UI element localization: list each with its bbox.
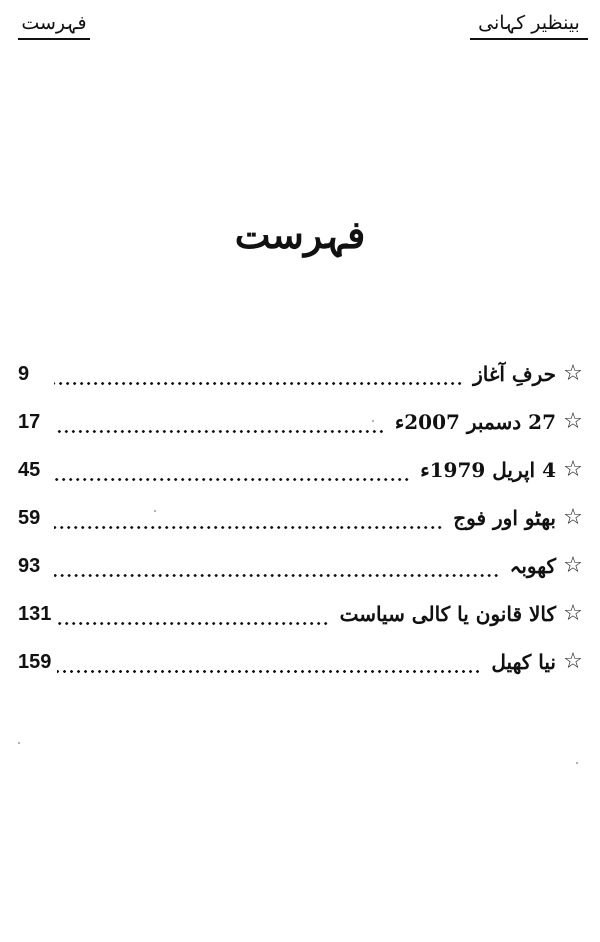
toc-entry-title: حرفِ آغاز <box>473 362 556 386</box>
toc-entry[interactable] <box>18 350 590 398</box>
star-icon: ☆ <box>563 649 583 674</box>
toc-entry-page: 59 <box>18 507 41 529</box>
toc-entry[interactable] <box>18 398 590 446</box>
scan-speck <box>18 742 20 744</box>
star-icon: ☆ <box>563 409 583 434</box>
star-icon: ☆ <box>563 553 583 578</box>
toc-entry[interactable] <box>18 638 590 686</box>
dot-leader <box>54 350 463 398</box>
toc-entry-title: کھوبہ <box>509 554 556 578</box>
toc-entry-title: کالا قانون یا کالی سیاست <box>339 602 556 626</box>
toc-entry[interactable] <box>18 542 590 590</box>
toc-entry-title: 27 دسمبر 2007ء <box>394 410 556 434</box>
toc-entry-title: نیا کھیل <box>491 650 556 674</box>
page-title: فہرست <box>234 212 366 257</box>
toc-entry[interactable] <box>18 494 590 542</box>
dot-leader <box>54 542 500 590</box>
toc-entry-page: 45 <box>18 459 41 481</box>
toc-entry[interactable] <box>18 446 590 494</box>
toc-entry-title: بھٹو اور فوج <box>453 506 556 530</box>
star-icon: ☆ <box>563 361 583 386</box>
toc-entry-page: 17 <box>18 411 41 433</box>
toc-entry-page: 159 <box>18 651 52 673</box>
table-of-contents <box>18 350 590 686</box>
scan-speck <box>576 762 578 764</box>
star-icon: ☆ <box>563 457 583 482</box>
toc-entry-page: 93 <box>18 555 41 577</box>
toc-entry[interactable] <box>18 590 590 638</box>
header-book-title: بینظیر کہانی <box>470 12 588 40</box>
toc-entry-page: 9 <box>18 363 30 385</box>
scan-speck <box>154 510 156 512</box>
header-section-title: فہرست <box>18 12 90 40</box>
star-icon: ☆ <box>563 601 583 626</box>
dot-leader <box>54 446 410 494</box>
dot-leader <box>54 494 443 542</box>
dot-leader <box>54 398 385 446</box>
dot-leader <box>57 590 329 638</box>
toc-entry-page: 131 <box>18 603 52 625</box>
toc-entry-title: 4 اپریل 1979ء <box>420 458 556 482</box>
dot-leader <box>57 638 481 686</box>
star-icon: ☆ <box>563 505 583 530</box>
scan-speck <box>372 420 374 422</box>
